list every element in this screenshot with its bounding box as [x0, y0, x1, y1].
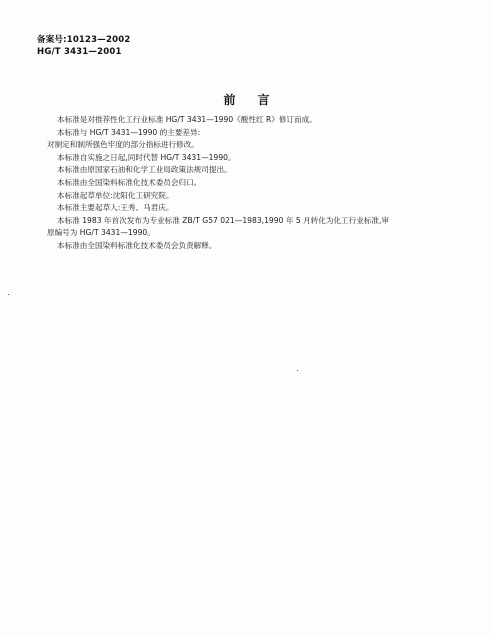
paragraph-drafting-unit: 本标准起草单位:沈阳化工研究院。 [57, 190, 174, 200]
paragraph-replacement: 本标准自实施之日起,同时代替 HG/T 3431—1990。 [57, 152, 236, 162]
scan-speck [297, 370, 298, 371]
paragraph-differences: 本标准与 HG/T 3431—1990 的主要差异: [57, 127, 201, 137]
standard-code: HG/T 3431—2001 [37, 47, 122, 57]
document-header [37, 34, 130, 58]
filing-number: 备案号:10123—2002 [37, 35, 131, 45]
paragraph-modification: 对制定和制所强色牢度的部分指标进行修改。 [47, 140, 199, 150]
scan-speck [8, 294, 9, 295]
foreword-body [47, 114, 467, 253]
paragraph-drafters: 本标准主要起草人:王秀、马君庆。 [57, 203, 174, 213]
paragraph-interpretation: 本标准由全国染料标准化技术委员会负责解释。 [57, 240, 217, 250]
paragraph-revision: 本标准是对推荐性化工行业标准 HG/T 3431—1990《酸性红 R》修订而成。 [57, 115, 317, 124]
paragraph-proposer: 本标准由原国家石油和化学工业局政策法规司提出。 [57, 165, 232, 175]
paragraph-history: 本标准 1983 年首次发布为专业标准 ZB/T G57 021—1983,1990 年 5 月转化为化工行业标准,审 [57, 215, 390, 225]
paragraph-history-continued: 原编号为 HG/T 3431—1990。 [47, 228, 155, 238]
paragraph-administration: 本标准由全国染料标准化技术委员会归口。 [57, 177, 202, 187]
section-title: 前言 [223, 93, 292, 107]
